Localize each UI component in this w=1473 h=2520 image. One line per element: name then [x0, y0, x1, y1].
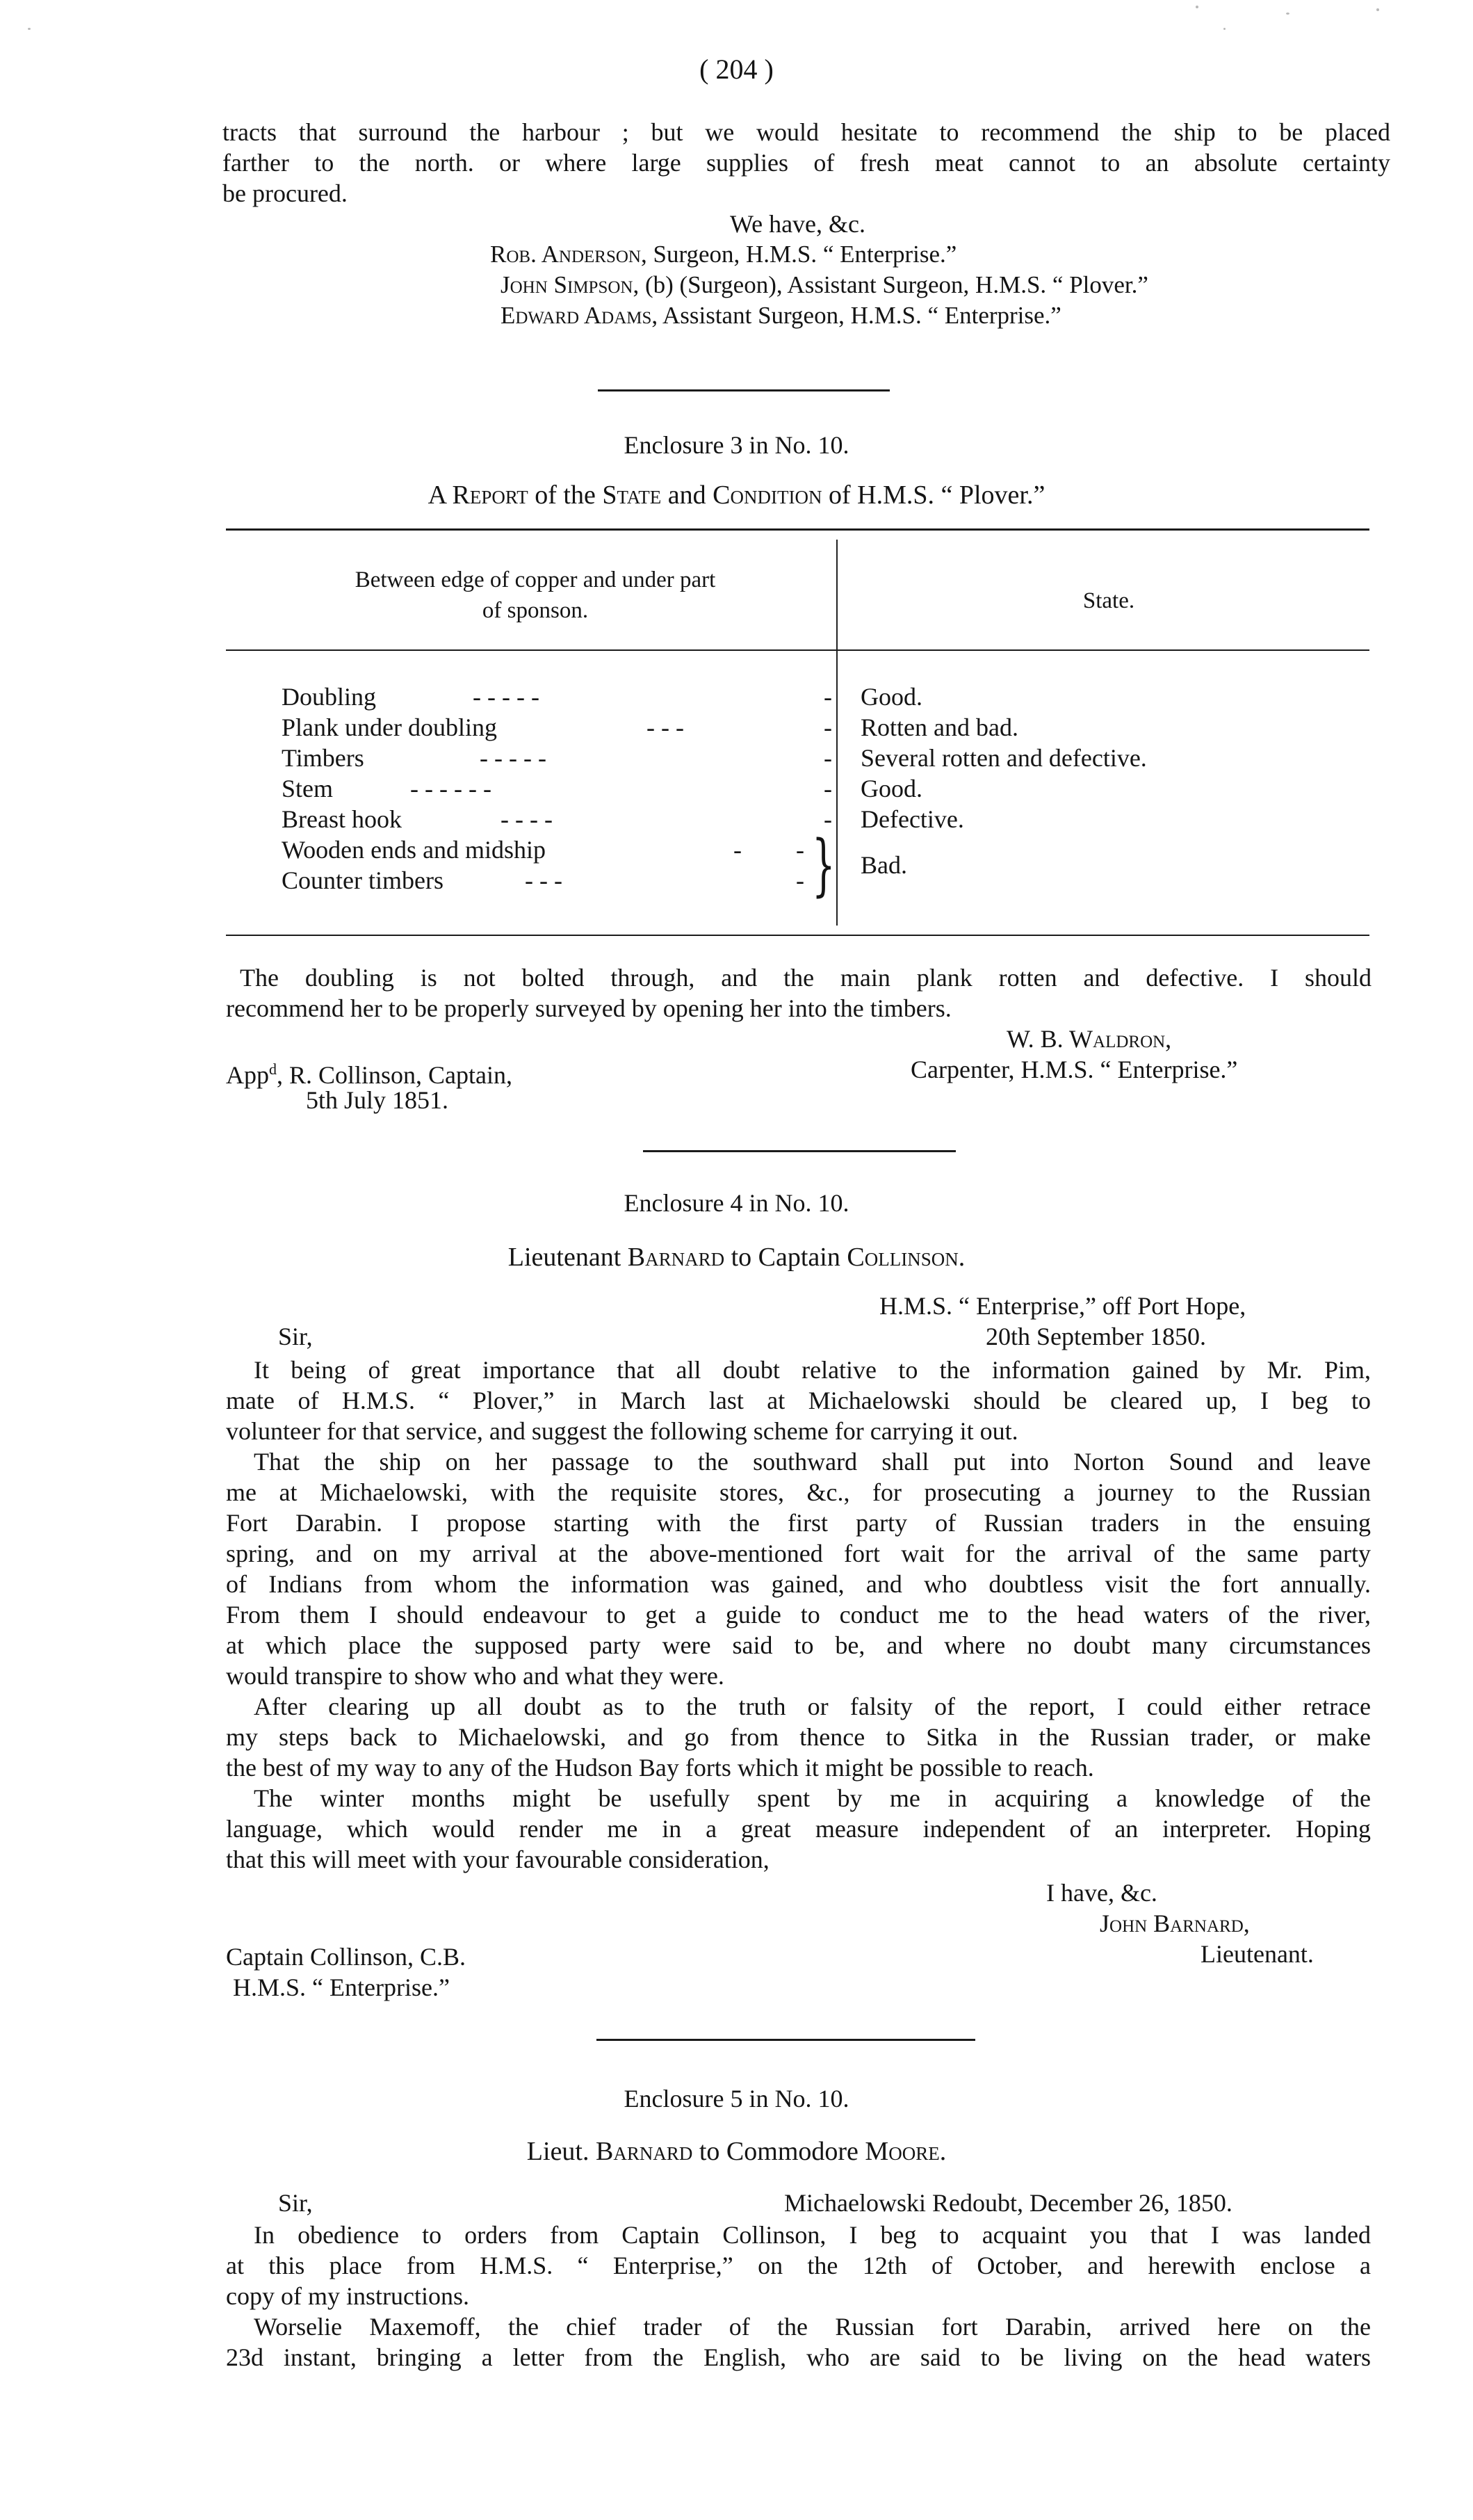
- scan-speck: [1376, 8, 1379, 11]
- row-leader: - - - -: [501, 805, 553, 833]
- text-line: that this will meet with your favourable consideration,: [226, 1845, 770, 1873]
- text-line: language, which would render me in a great measure independent of an interpreter. Hoping: [226, 1815, 1371, 1843]
- text-line: The winter months might be usefully spent by me in acquiring a knowledge of the: [254, 1784, 1371, 1812]
- place-date: Michaelowski Redoubt, December 26, 1850.: [784, 2189, 1232, 2217]
- text-line: me at Michaelowski, with the requisite stores, &c., for prosecuting a journey to the Russian: [226, 1478, 1371, 1506]
- title-part: State: [602, 480, 662, 510]
- row-part: Breast hook: [282, 805, 402, 833]
- text-line: After clearing up all doubt as to the truth or falsity of the report, I could either retrace: [254, 1693, 1371, 1720]
- title-part: Moore.: [865, 2137, 947, 2166]
- text-line: would transpire to show who and what they were.: [226, 1662, 724, 1690]
- row-leader: - - - - -: [473, 683, 539, 711]
- table-header-rule: [226, 649, 1369, 651]
- row-state: Rotten and bad.: [861, 713, 1018, 741]
- row-part: Stem: [282, 775, 334, 802]
- title-part: to Commodore: [699, 2137, 858, 2166]
- title-part: Lieutenant: [507, 1243, 621, 1272]
- text-line: In obedience to orders from Captain Collinson, I beg to acquaint you that I was landed: [254, 2221, 1371, 2249]
- text-line: volunteer for that service, and suggest the following scheme for carrying it out.: [226, 1417, 1018, 1445]
- approval-prefix: App: [226, 1061, 269, 1089]
- title-part: Barnard: [596, 2137, 693, 2166]
- row-leader: - - - - - -: [410, 775, 491, 802]
- signatory-name: John Simpson,: [501, 271, 640, 298]
- enclosure-3-heading: Enclosure 3 in No. 10.: [624, 431, 849, 459]
- row-leader: - - -: [646, 713, 684, 741]
- title-part: of the: [535, 480, 596, 510]
- col-header-part: Between edge of copper and under part: [355, 567, 716, 592]
- text-line: farther to the north. or where large supplies of fresh meat cannot to an absolute certainty: [222, 149, 1390, 177]
- col-header-part: of sponson.: [482, 598, 589, 623]
- signer-name: John Barnard,: [1100, 1909, 1250, 1937]
- approval-sup: d: [269, 1060, 277, 1078]
- enclosure-4-title: [0, 1242, 1473, 1273]
- row-part: Timbers: [282, 744, 364, 772]
- address-line: H.M.S. “ Enterprise,” off Port Hope,: [879, 1292, 1246, 1320]
- scan-speck: [1223, 28, 1226, 30]
- row-dash: -: [796, 836, 804, 864]
- row-part: Counter timbers: [282, 866, 443, 894]
- text-line: at which place the supposed party were said to be, and where no doubt many circumstances: [226, 1631, 1371, 1659]
- address-line: 20th September 1850.: [986, 1323, 1206, 1350]
- addressee-line: Captain Collinson, C.B.: [226, 1943, 466, 1971]
- row-state: Defective.: [861, 805, 964, 833]
- enclosure-4-heading: Enclosure 4 in No. 10.: [624, 1189, 849, 1217]
- row-part: Wooden ends and midship: [282, 836, 546, 864]
- text-line: my steps back to Michaelowski, and go from thence to Sitka in the Russian trader, or make: [226, 1723, 1371, 1751]
- section-divider: [596, 2039, 975, 2041]
- signatory-2: [501, 270, 1148, 300]
- approval-date: 5th July 1851.: [306, 1086, 449, 1114]
- row-leader: -: [733, 836, 742, 864]
- signatory-3: [501, 300, 1061, 331]
- row-part: Doubling: [282, 683, 377, 711]
- text-line: spring, and on my arrival at the above-mentioned fort wait for the arrival of the same party: [226, 1540, 1371, 1567]
- title-part: A: [428, 480, 446, 510]
- text-line: From them I should endeavour to get a guide to conduct me to the head waters of the river,: [226, 1601, 1371, 1629]
- salutation: Sir,: [278, 1323, 313, 1350]
- brace-icon: }: [812, 826, 836, 904]
- text-line: at this place from H.M.S. “ Enterprise,” on the 12th of October, and herewith enclose a: [226, 2252, 1371, 2279]
- title-part: of H.M.S. “ Plover.”: [828, 480, 1045, 510]
- row-state: Several rotten and defective.: [861, 744, 1147, 772]
- signatory-name: Rob. Anderson,: [490, 241, 647, 268]
- row-leader: - - - - -: [480, 744, 546, 772]
- row-dash: -: [824, 713, 832, 741]
- row-part: Plank under doubling: [282, 713, 497, 741]
- row-dash: -: [824, 744, 832, 772]
- signer-title: Carpenter, H.M.S. “ Enterprise.”: [911, 1056, 1238, 1083]
- table-top-rule: [226, 528, 1369, 531]
- text-line: copy of my instructions.: [226, 2282, 469, 2310]
- text-line: Worselie Maxemoff, the chief trader of the Russian fort Darabin, arrived here on the: [254, 2313, 1371, 2341]
- signatory-name: Edward Adams,: [501, 302, 658, 329]
- row-dash: -: [824, 683, 832, 711]
- col-header-state: State.: [1082, 588, 1135, 613]
- table-bottom-rule: [226, 935, 1369, 936]
- signer-rank: Lieutenant.: [1201, 1940, 1314, 1968]
- addressee-line: H.M.S. “ Enterprise.”: [233, 1973, 450, 2001]
- section-divider: [598, 389, 890, 391]
- row-dash: -: [824, 775, 832, 802]
- closing-formula: I have, &c.: [1046, 1879, 1157, 1907]
- title-part: and: [667, 480, 706, 510]
- text-line: be procured.: [222, 179, 348, 207]
- text-line: It being of great importance that all doubt relative to the information gained by Mr. Pim,: [254, 1356, 1371, 1384]
- title-part: Report: [452, 480, 528, 510]
- text-line: of Indians from whom the information was gained, and who doubtless visit the fort annually.: [226, 1570, 1371, 1598]
- scan-speck: [28, 28, 31, 30]
- signatory-1: [490, 239, 957, 270]
- row-state: Bad.: [861, 851, 907, 879]
- enclosure-5-heading: Enclosure 5 in No. 10.: [624, 2085, 849, 2113]
- page-number: ( 204 ): [699, 54, 774, 85]
- row-leader: - - -: [525, 866, 562, 894]
- table-column-divider: [836, 540, 838, 926]
- approval-rest: , R. Collinson, Captain,: [277, 1061, 513, 1089]
- signatory-title: Assistant Surgeon, H.M.S. “ Enterprise.”: [662, 302, 1061, 329]
- text-line: The doubling is not bolted through, and the main plank rotten and defective. I should: [240, 964, 1372, 992]
- title-part: Collinson.: [847, 1243, 966, 1272]
- text-line: mate of H.M.S. “ Plover,” in March last at Michaelowski should be cleared up, I beg to: [226, 1387, 1371, 1414]
- salutation: Sir,: [278, 2189, 313, 2217]
- title-part: Barnard: [627, 1243, 725, 1272]
- section-divider: [643, 1150, 956, 1152]
- scan-speck: [1286, 13, 1289, 15]
- row-dash: -: [796, 866, 804, 894]
- text-line: Fort Darabin. I propose starting with the first party of Russian traders in the ensuing: [226, 1509, 1371, 1537]
- title-part: to Captain: [731, 1243, 840, 1272]
- enclosure-5-title: [0, 2136, 1473, 2167]
- title-part: Lieut.: [526, 2137, 589, 2166]
- text-line: That the ship on her passage to the southward shall put into Norton Sound and leave: [254, 1448, 1371, 1476]
- signatory-title: Surgeon, H.M.S. “ Enterprise.”: [653, 241, 957, 268]
- row-state: Good.: [861, 683, 922, 711]
- title-part: Condition: [713, 480, 822, 510]
- scan-speck: [1196, 6, 1198, 8]
- row-state: Good.: [861, 775, 922, 802]
- enclosure-3-title: [0, 480, 1473, 510]
- text-line: the best of my way to any of the Hudson Bay forts which it might be possible to reach.: [226, 1754, 1094, 1782]
- signatory-title: (b) (Surgeon), Assistant Surgeon, H.M.S. “ Plover.”: [644, 271, 1148, 298]
- signer-name: W. B. Waldron,: [1007, 1025, 1172, 1053]
- text-line: 23d instant, bringing a letter from the English, who are said to be living on the head waters: [226, 2343, 1371, 2371]
- text-line: tracts that surround the harbour ; but we would hesitate to recommend the ship to be placed: [222, 118, 1390, 146]
- text-line: recommend her to be properly surveyed by opening her into the timbers.: [226, 994, 952, 1022]
- closing-formula: We have, &c.: [730, 210, 866, 238]
- row-dash: -: [824, 805, 832, 833]
